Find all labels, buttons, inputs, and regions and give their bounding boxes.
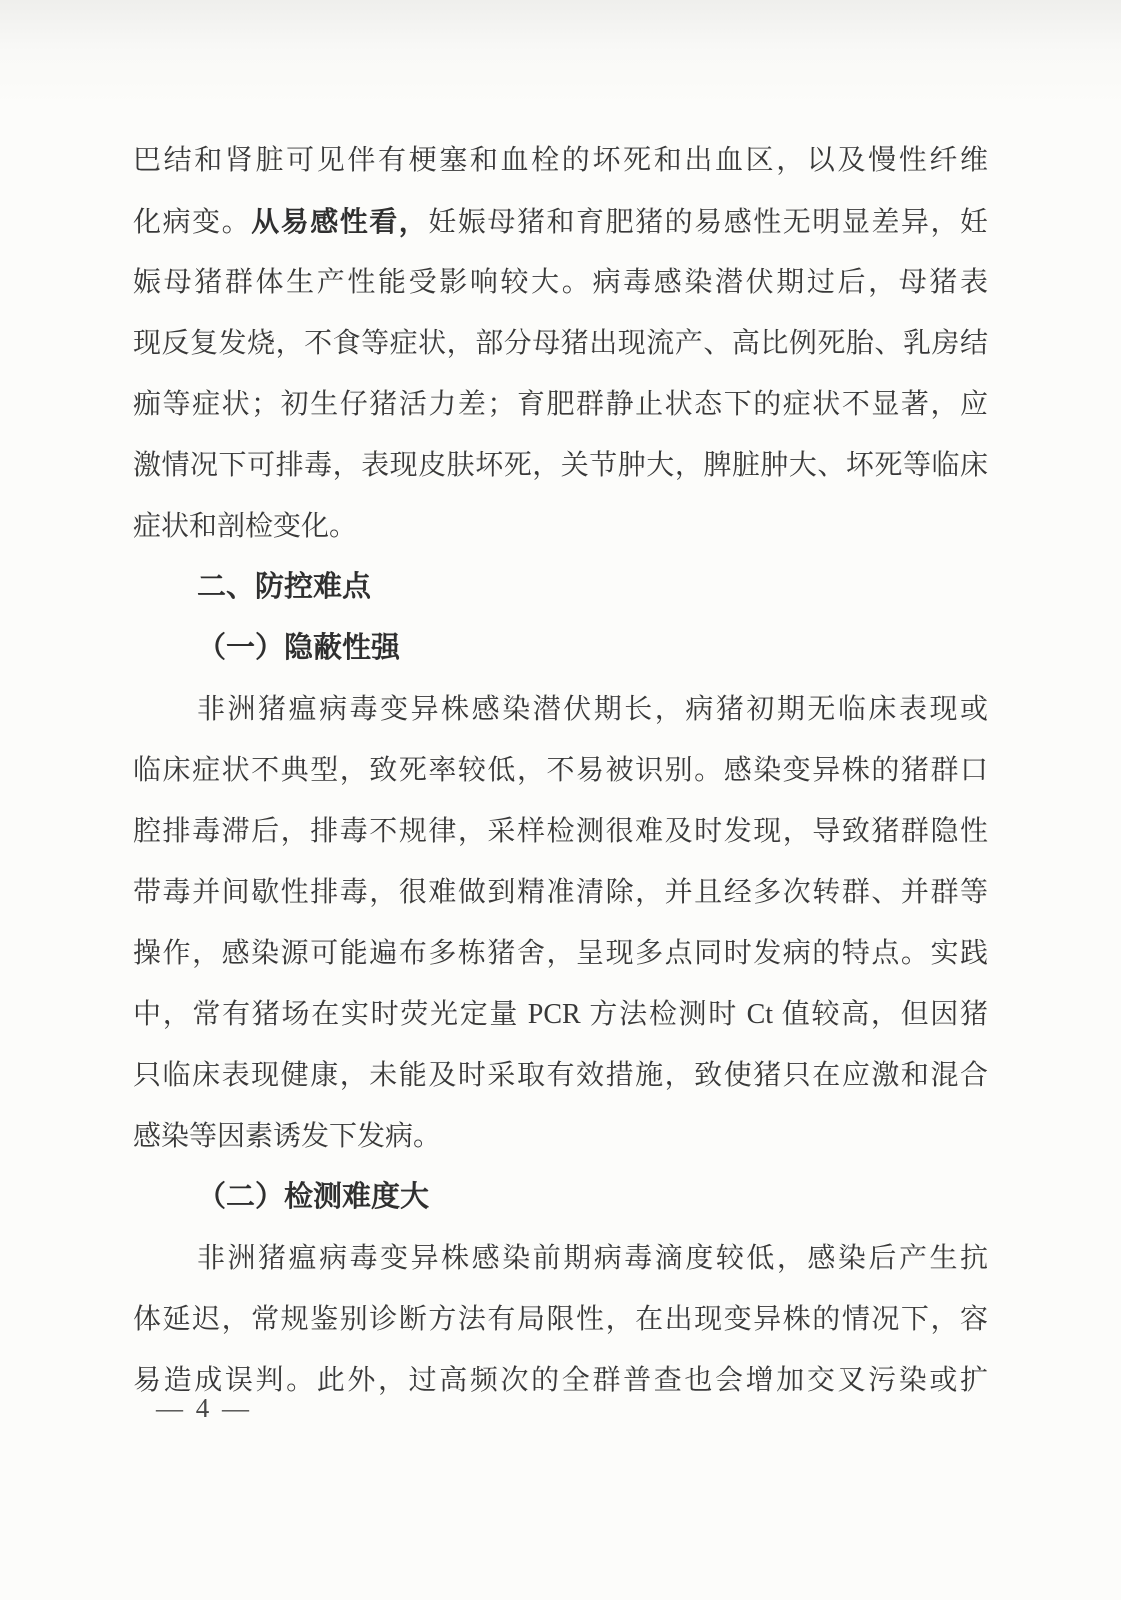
body-text: 感染等因素诱发下发病。 (133, 1121, 442, 1152)
body-text: 中，常有猪场在实时荧光定量 PCR 方法检测时 Ct 值较高，但因猪 (133, 999, 988, 1030)
scan-noise-band (0, 0, 1121, 110)
body-text: 操作，感染源可能遍布多栋猪舍，呈现多点同时发病的特点。实践 (133, 938, 988, 969)
text-line (133, 313, 988, 374)
text-line (133, 130, 988, 191)
text-line (133, 740, 988, 801)
document-text (133, 130, 988, 1411)
body-text: 激情况下可排毒，表现皮肤坏死，关节肿大，脾脏肿大、坏死等临床 (133, 450, 988, 481)
text-line (133, 1228, 988, 1289)
section-heading (133, 618, 988, 679)
text-line (133, 862, 988, 923)
body-text: 非洲猪瘟病毒变异株感染前期病毒滴度较低，感染后产生抗 (197, 1243, 988, 1274)
text-line (133, 984, 988, 1045)
body-text: 痂等症状；初生仔猪活力差；育肥群静止状态下的症状不显著，应 (133, 389, 988, 420)
body-text: 症状和剖检变化。 (133, 511, 358, 542)
body-text: 体延迟，常规鉴别诊断方法有局限性，在出现变异株的情况下，容 (133, 1304, 988, 1335)
text-line (133, 1106, 988, 1167)
text-line (133, 1350, 988, 1411)
body-text: 易造成误判。此外，过高频次的全群普查也会增加交叉污染或扩 (133, 1365, 988, 1396)
text-line (133, 374, 988, 435)
body-text: 化病变。 (133, 207, 252, 238)
text-line (133, 191, 988, 252)
text-line (133, 923, 988, 984)
text-line (133, 435, 988, 496)
body-text: 娠母猪群体生产性能受影响较大。病毒感染潜伏期过后，母猪表 (133, 267, 988, 298)
body-text: 妊娠母猪和育肥猪的易感性无明显差异，妊 (428, 207, 988, 238)
body-text: 现反复发烧，不食等症状，部分母猪出现流产、高比例死胎、乳房结 (133, 328, 988, 359)
text-line (133, 1045, 988, 1106)
page-number: — 4 — (156, 1393, 252, 1423)
body-text: 巴结和肾脏可见伴有梗塞和血栓的坏死和出血区，以及慢性纤维 (133, 145, 988, 176)
section-heading (133, 1167, 988, 1228)
body-text: 带毒并间歇性排毒，很难做到精准清除，并且经多次转群、并群等 (133, 877, 988, 908)
emphasis-text: 从易感性看， (251, 206, 429, 237)
text-line (133, 496, 988, 557)
text-line (133, 252, 988, 313)
section-heading (133, 557, 988, 618)
emphasis-text: （二）检测难度大 (197, 1181, 430, 1213)
emphasis-text: 二、防控难点 (197, 571, 372, 603)
text-line (133, 1289, 988, 1350)
body-text: 非洲猪瘟病毒变异株感染潜伏期长，病猪初期无临床表现或 (197, 694, 988, 725)
body-text: 临床症状不典型，致死率较低，不易被识别。感染变异株的猪群口 (133, 755, 988, 786)
text-line (133, 801, 988, 862)
emphasis-text: （一）隐蔽性强 (197, 632, 401, 664)
text-line (133, 679, 988, 740)
body-text: 腔排毒滞后，排毒不规律，采样检测很难及时发现，导致猪群隐性 (133, 816, 988, 847)
body-text: 只临床表现健康，未能及时采取有效措施，致使猪只在应激和混合 (133, 1060, 988, 1091)
